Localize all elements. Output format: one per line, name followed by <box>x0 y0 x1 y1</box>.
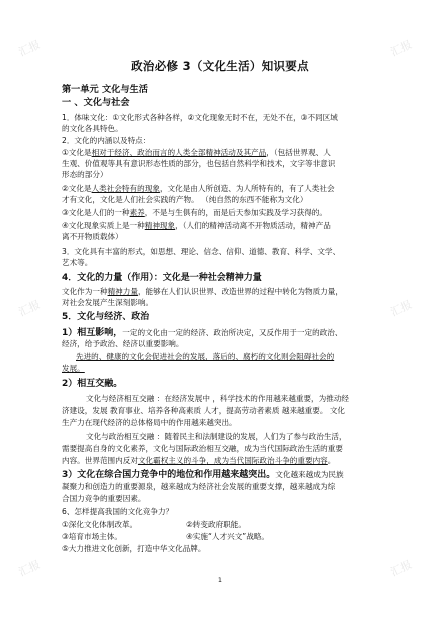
paragraph-line: 经济，给予政治、经济以重要影响。 <box>62 339 184 348</box>
paragraph-line: 6、怎样提高我国的文化竞争力？ <box>62 507 174 516</box>
paragraph-line: 需要提高自身的文化素养，文化与国际政治相互交融，成为当代国际政治生活的重要 <box>62 444 343 453</box>
paragraph-line: 生观、价值观等具有意识形态性质的部分，也包括自然科学和技术，文字等非意识 <box>62 159 336 168</box>
page-title: 政治必修 3（文化生活）知识要点 <box>131 59 309 73</box>
unit-heading: 第一单元 文化与生活 <box>62 84 148 95</box>
paragraph-line: 文化与经济相互交融 ：在经济发展中 ，科学技术的作用越来越重要，为推动经 <box>86 394 350 403</box>
list-item: ①深化文化体制改革。 <box>62 520 138 529</box>
paragraph-line: 3．文化具有丰富的形式，如思想、理论、信念、信仰、道德、教育、科学、文学、 <box>62 247 341 256</box>
bold-statement: 文化在综合国力竞争中的地位和作用越来越突出。 <box>77 470 276 480</box>
underlined-text: 人类社会特有的现象 <box>91 184 160 193</box>
subheading: 2）相互交融。 <box>62 379 123 389</box>
underlined-text: ，成为当代国际政治斗争的重要内容 <box>206 456 328 465</box>
paragraph-line: 3）文化在综合国力竞争中的地位和作用越来越突出。文化越来越成为民族 <box>62 470 344 480</box>
paragraph-line: 文化与政治相互交融 ：随着民主和法制建设的发展，人们为了参与政治生活， <box>86 432 347 441</box>
underlined-paragraph-line: 先进的、健康的文化会促进社会的发展，落后的、腐朽的文化则会阻碍社会的 <box>76 352 335 361</box>
paragraph-line: 形态的部分） <box>62 170 108 179</box>
underlined-text: 精神现象 <box>144 221 176 230</box>
list-item: ②转变政府职能。 <box>186 520 246 529</box>
paragraph-line: 1．体味文化：①文化形式各种各样，②文化现象无时不在，无处不在，③不同区域 <box>62 113 338 122</box>
page-number: 1 <box>217 576 223 584</box>
watermark: 汇报 <box>16 37 42 59</box>
watermark: 汇报 <box>388 297 414 319</box>
paragraph-line: 生产力在现代经济的总体格局中的作用越来越突出。 <box>62 418 237 427</box>
watermark: 汇报 <box>16 557 42 579</box>
underlined-paragraph-line: 发展。 <box>62 364 85 373</box>
list-item: ⑤大力推进文化创新，打造中华文化品牌。 <box>62 544 206 553</box>
paragraph-line: 对社会发展产生深刻影响。 <box>62 298 154 307</box>
paragraph-line: 的文化各具特色。 <box>62 124 123 133</box>
watermark: 汇报 <box>388 37 414 59</box>
section-heading: 4．文化的力量（作用）：文化是一种社会精神力量 <box>62 273 262 283</box>
paragraph-line: ①文化是相对于经济、政治而言的人类全部精神活动及其产品，（包括世界观、人 <box>62 148 331 157</box>
paragraph-line: ②文化是人类社会特有的现象，文化是由人所创造、为人所特有的，有了人类社会 <box>62 184 335 193</box>
paragraph-line: 1）相互影响，一定的文化由一定的经济、政治所决定，又反作用于一定的政治、 <box>62 328 343 338</box>
underlined-text: 文化霸权主义的斗争 <box>137 456 207 465</box>
subheading: 1）相互影响， <box>62 328 123 338</box>
list-item: ④实施“人才兴文”战略。 <box>186 532 270 541</box>
paragraph-line: 合国力竞争的重要因素。 <box>62 494 146 503</box>
paragraph-line: 凝聚力和创造力的重要源泉，越来越成为经济社会发展的重要支撑，越来越成为综 <box>62 482 336 491</box>
underlined-text: 素养 <box>129 208 145 217</box>
paragraph-line: 文化作为一种精神力量，能够在人们认识世界、改造世界的过程中转化为物质力量， <box>62 287 343 296</box>
paragraph-line: 济建设，发展 教育事业、培养各种高素质 人才，提高劳动者素质 越来越重要。 文化 <box>62 406 346 415</box>
watermark: 汇报 <box>16 297 42 319</box>
section-heading: 一 、文化与社会 <box>62 97 130 108</box>
paragraph-line: 内容。世界范围内反对文化霸权主义的斗争，成为当代国际政治斗争的重要内容。 <box>62 456 336 465</box>
section-heading: 5．文化与经济、政治 <box>62 312 150 322</box>
paragraph-line: ③文化是人们的一种素养，不是与生俱有的，而是后天参加实践及学习获得的。 <box>62 208 327 217</box>
underlined-text: 相对于经济、政治而言的人类全部精神活动及其产品 <box>91 148 267 157</box>
underlined-text: 精神力量 <box>107 287 138 296</box>
paragraph-line: 艺术等。 <box>62 258 93 267</box>
paragraph-line: 离不开物质载体） <box>62 232 123 241</box>
paragraph-line: 2．文化的内涵以及特点： <box>62 136 151 145</box>
paragraph-line: ④文化现象实质上是一种精神现象，（人们的精神活动离不开物质活动，精神产品 <box>62 221 331 230</box>
list-item: ③培育市场主体。 <box>62 532 122 541</box>
paragraph-line: 才有文化，文化是人们社会实践的产物。 （纯自然的东西不能称为文化） <box>62 195 308 204</box>
watermark: 汇报 <box>388 557 414 579</box>
